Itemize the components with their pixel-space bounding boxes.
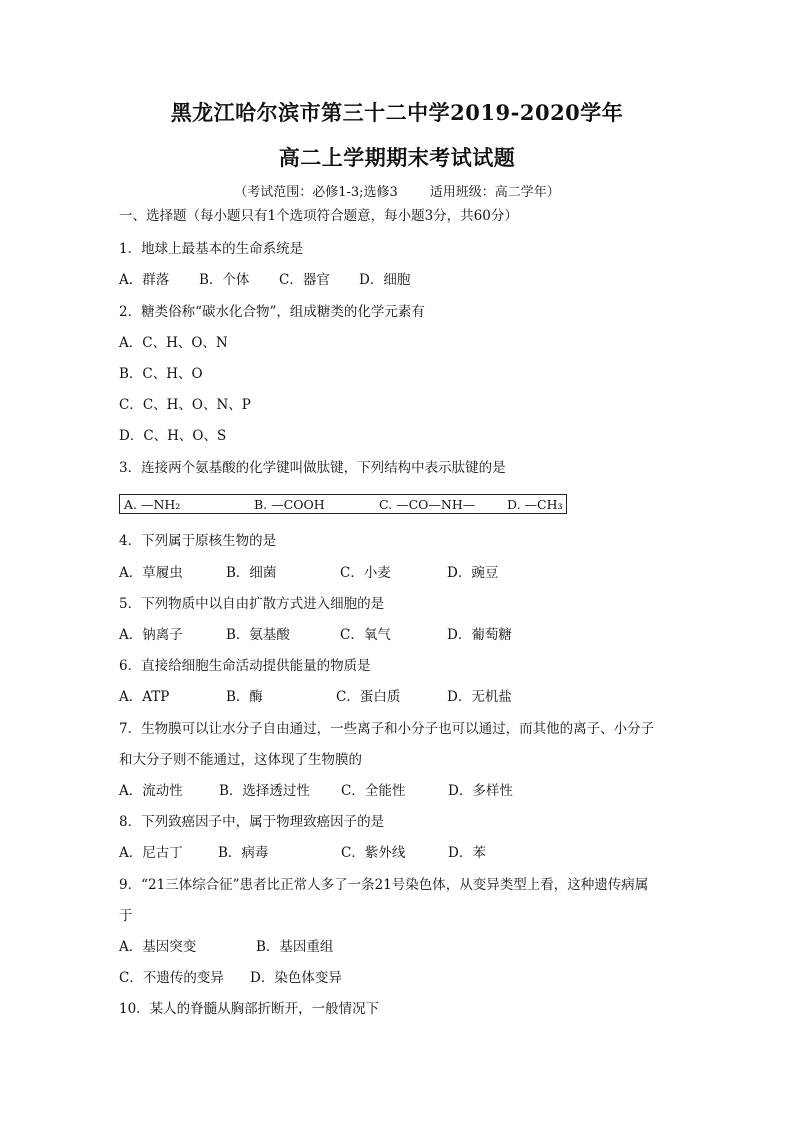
option-b: B．氨基酸 [226,627,290,643]
option-a: A．钠离子 [119,627,183,643]
option-c: C．小麦 [340,565,391,581]
exam-title-line2: 高二上学期期末考试试题 [278,145,516,170]
question-5-options [119,626,512,644]
question-10-stem: 10．某人的脊髓从胸部折断开，一般情况下 [119,1001,380,1017]
question-9-stem-line2: 于 [119,908,133,924]
question-2-option-b: B．C、H、O [119,366,203,382]
exam-scope: （考试范围：必修1-3;选修3 [234,185,398,200]
question-3-stem: 3．连接两个氨基酸的化学键叫做肽键，下列结构中表示肽键的是 [119,460,506,476]
option-a: A．尼古丁 [119,845,183,861]
question-9-options-row2 [119,969,342,987]
question-1-stem: 1．地球上最基本的生命系统是 [119,241,304,257]
option-b: B．病毒 [218,845,269,861]
question-9-stem-line1: 9．“21三体综合征”患者比正常人多了一条21号染色体，从变异类型上看，这种遗传病属 [119,877,649,893]
option-a: A. —NH₂ [124,497,181,512]
question-9-options-row1 [119,938,333,956]
question-1-options [119,271,410,289]
exam-title-line1: 黑龙江哈尔滨市第三十二中学2019-2020学年 [170,100,624,125]
option-c: C．紫外线 [341,845,406,861]
option-d: D．葡萄糖 [447,627,512,643]
question-2-option-c: C．C、H、O、N、P [119,397,251,413]
question-7-stem-line1: 7．生物膜可以让水分子自由通过，一些离子和小分子也可以通过，而其他的离子、小分子 [119,721,655,737]
question-2-option-a: A．C、H、O、N [119,335,228,351]
question-7-stem-line2: 和大分子则不能通过，这体现了生物膜的 [119,752,362,768]
question-8-options [119,844,486,862]
option-c: C．全能性 [341,783,406,799]
question-4-stem: 4．下列属于原核生物的是 [119,533,277,549]
option-d: D．染色体变异 [250,970,342,986]
option-c: C．氧气 [340,627,391,643]
option-b: B．个体 [199,272,250,288]
question-3-options-box [119,494,567,514]
option-c: C．不遗传的变异 [119,970,224,986]
question-6-stem: 6．直接给细胞生命活动提供能量的物质是 [119,658,371,674]
option-c: C. —CO—NH— [379,497,476,512]
option-a: A．ATP [119,689,170,705]
option-b: B. —COOH [254,497,325,512]
section-heading: 一、选择题（每小题只有1个选项符合题意，每小题3分，共60分） [119,208,518,224]
option-c: C．蛋白质 [336,689,401,705]
option-a: A．流动性 [119,783,183,799]
option-b: B．基因重组 [256,939,334,955]
question-4-options [119,564,498,582]
option-d: D．多样性 [448,783,513,799]
question-2-stem: 2．糖类俗称“碳水化合物”，组成糖类的化学元素有 [119,304,425,320]
option-a: A．基因突变 [119,939,197,955]
option-d: D．细胞 [359,272,411,288]
question-2-option-d: D．C、H、O、S [119,428,227,444]
option-d: D．豌豆 [447,565,499,581]
question-8-stem: 8．下列致癌因子中，属于物理致癌因子的是 [119,814,385,830]
option-b: B．选择透过性 [219,783,310,799]
option-a: A．草履虫 [119,565,183,581]
option-b: B．细菌 [226,565,277,581]
question-7-options [119,782,513,800]
option-b: B．酶 [226,689,263,705]
question-5-stem: 5．下列物质中以自由扩散方式进入细胞的是 [119,596,385,612]
option-d: D. —CH₃ [507,497,563,512]
exam-grade: 适用班级：高二学年） [429,185,560,200]
question-6-options [119,688,512,706]
option-a: A．群落 [119,272,170,288]
exam-info [0,181,794,200]
option-c: C．器官 [279,272,330,288]
option-d: D．苯 [448,845,486,861]
option-d: D．无机盐 [447,689,512,705]
